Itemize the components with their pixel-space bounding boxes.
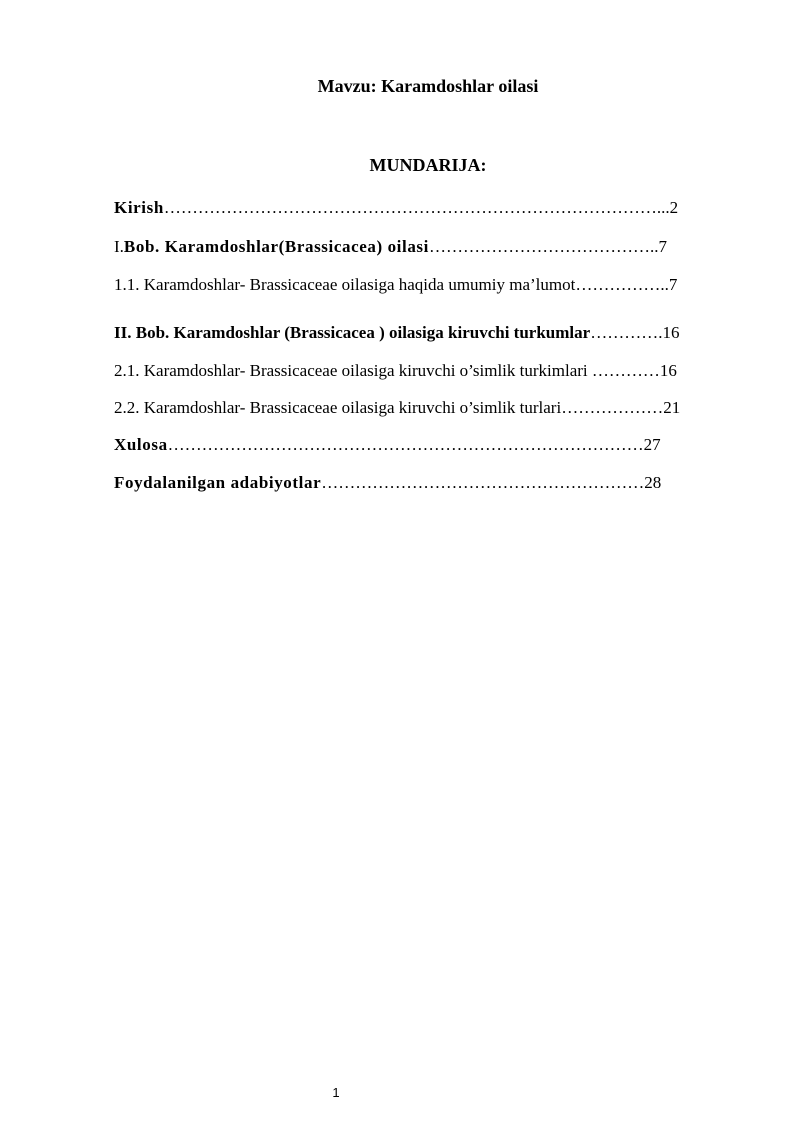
- toc-entry-kirish[interactable]: [114, 198, 678, 218]
- toc-entry-xulosa[interactable]: [114, 435, 661, 455]
- toc-entry-label: II. Bob. Karamdoshlar (Brassicacea ) oilasiga kiruvchi turkumlar: [114, 323, 591, 342]
- toc-entry-page: 2: [669, 198, 679, 217]
- toc-entry-references[interactable]: [114, 473, 661, 493]
- toc-heading: MUNDARIJA:: [369, 155, 487, 175]
- toc-entry-label: Kirish: [114, 198, 164, 217]
- toc-entry-page: 16: [659, 361, 677, 380]
- toc-entry-leader: ……………………………………………………………………………...: [163, 198, 670, 217]
- toc-entry-label: 2.1. Karamdoshlar- Brassicaceae oilasiga kiruvchi o’simlik turkimlari: [114, 361, 592, 380]
- toc-entry-page: 16: [662, 323, 680, 342]
- toc-entry-leader: …………………………………………………………………………: [167, 435, 644, 454]
- toc-entry-section-2-1[interactable]: [114, 361, 677, 381]
- toc-entry-section-2-2[interactable]: [114, 398, 680, 418]
- toc-entry-label: Xulosa: [114, 435, 168, 454]
- toc-entry-label: 1.1. Karamdoshlar- Brassicaceae oilasiga haqida umumiy ma’lumot: [114, 275, 576, 294]
- page-number: 1: [332, 1085, 340, 1100]
- toc-entry-page: 7: [658, 237, 667, 256]
- toc-entry-chapter-1[interactable]: [114, 237, 667, 257]
- toc-entry-label: 2.2. Karamdoshlar- Brassicaceae oilasiga kiruvchi o’simlik turlari: [114, 398, 562, 417]
- toc-entry-leader: …………: [591, 361, 660, 380]
- toc-entry-chapter-2[interactable]: [114, 323, 679, 343]
- toc-entry-leader: ………………: [561, 398, 664, 417]
- toc-entry-leader: …………………………………..: [428, 237, 659, 256]
- toc-entry-label: Bob. Karamdoshlar(Brassicacea) oilasi: [123, 237, 429, 256]
- toc-entry-leader: …………………………………………………: [321, 473, 645, 492]
- toc-entry-prefix: I.: [114, 237, 124, 256]
- toc-entry-label: Foydalanilgan adabiyotlar: [114, 473, 322, 492]
- toc-entry-page: 27: [643, 435, 661, 454]
- toc-entry-leader: ……………..: [575, 275, 669, 294]
- toc-entry-leader: ………….: [590, 323, 663, 342]
- toc-entry-page: 21: [663, 398, 681, 417]
- toc-entry-page: 7: [668, 275, 678, 294]
- toc-entry-section-1-1[interactable]: [114, 275, 677, 295]
- page-title: Mavzu: Karamdoshlar oilasi: [317, 76, 539, 96]
- toc-entry-page: 28: [644, 473, 662, 492]
